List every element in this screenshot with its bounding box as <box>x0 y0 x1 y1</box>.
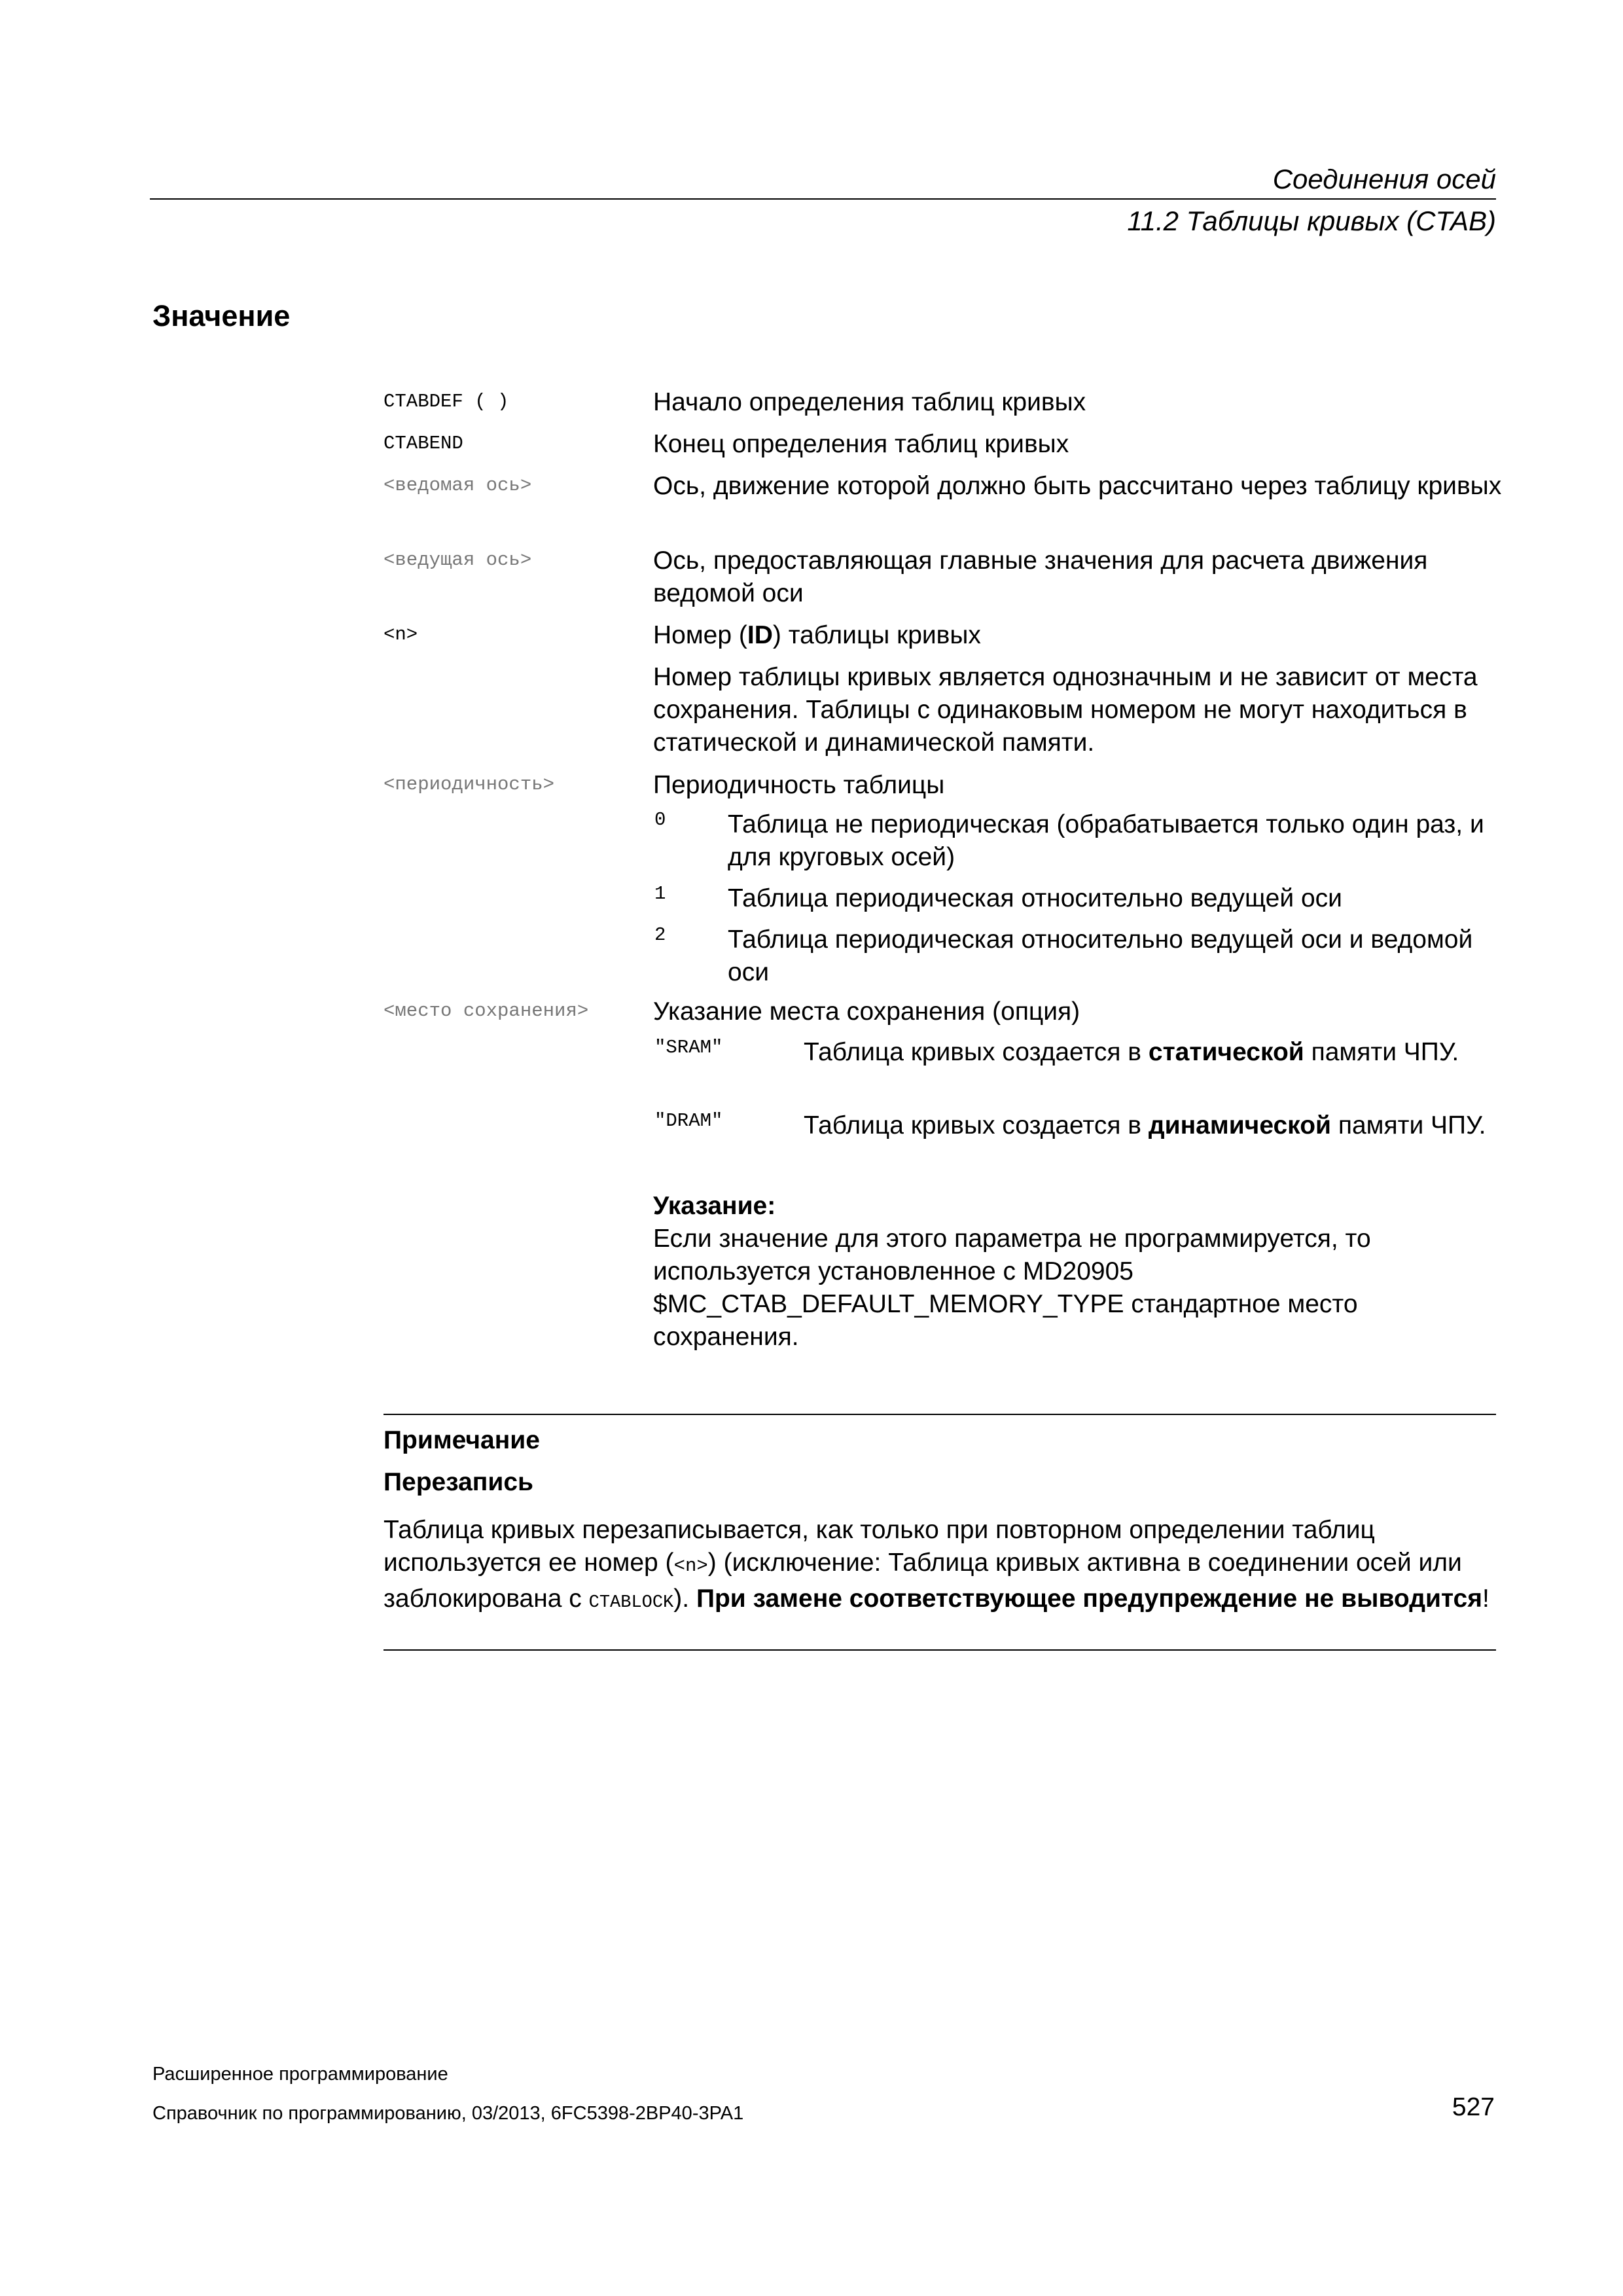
param-term: CTABEND <box>383 433 463 454</box>
param-description: Начало определения таблиц кривых <box>653 388 1086 416</box>
option-key: 1 <box>654 883 666 905</box>
param-description: Указание места сохранения (опция) <box>653 997 1080 1026</box>
option-text-part: Таблица кривых создается в <box>804 1111 1149 1139</box>
param-description-text: ) таблицы кривых <box>772 621 981 649</box>
param-description-text: Номер ( <box>653 621 747 649</box>
note-body-text: ). <box>673 1585 696 1613</box>
note-body-text: Таблица кривых перезаписывается, как только при повторном определении таблиц используется ее номер ( <box>383 1516 1375 1577</box>
note-warning-emphasis: При замене соответствующее предупреждение не выводится <box>696 1585 1482 1613</box>
option-text: Таблица периодическая относительно ведущей оси <box>728 884 1342 912</box>
option-text-part: Таблица кривых создается в <box>804 1038 1149 1066</box>
header-rule <box>150 198 1496 200</box>
option-text-part: памяти ЧПУ. <box>1331 1111 1486 1139</box>
param-description: Периодичность таблицы <box>653 771 945 799</box>
param-term: <место сохранения> <box>383 1000 589 1022</box>
option-key: 2 <box>654 924 666 946</box>
note-top-rule <box>383 1414 1496 1415</box>
running-header-section: Соединения осей <box>1272 164 1496 194</box>
note-code-n: <n> <box>673 1555 708 1577</box>
param-description <box>653 619 1504 652</box>
option-text: Таблица не периодическая (обрабатывается только один раз, и для круговых осей) <box>728 810 1484 871</box>
option-text-part: памяти ЧПУ. <box>1304 1038 1459 1066</box>
note-label: Примечание <box>383 1426 540 1454</box>
param-description: Ось, движение которой должно быть рассчитано через таблицу кривых <box>653 472 1502 500</box>
note-title: Перезапись <box>383 1468 533 1496</box>
param-term: CTABDEF ( ) <box>383 391 509 412</box>
page-number: 527 <box>1452 2093 1495 2121</box>
hint-title: Указание: <box>653 1192 776 1220</box>
option-text <box>804 1036 1491 1069</box>
param-term: <периодичность> <box>383 774 555 795</box>
param-extra-description: Номер таблицы кривых является однозначным и не зависит от места сохранения. Таблицы с одинаковым номером не могут находиться в статической и динамической памяти. <box>653 663 1478 757</box>
param-term: <ведомая ось> <box>383 475 532 496</box>
footer-title: Расширенное программирование <box>152 2064 448 2085</box>
footer-reference: Справочник по программированию, 03/2013, 6FC5398-2BP40-3PA1 <box>152 2103 744 2124</box>
option-emphasis: динамической <box>1148 1111 1331 1139</box>
option-emphasis: статической <box>1148 1038 1304 1066</box>
running-header-subsection: 11.2 Таблицы кривых (CTAB) <box>1127 206 1496 236</box>
hint-text: Если значение для этого параметра не программируется, то используется установленное с MD20905 $MC_CTAB_DEFAULT_MEMORY_TYPE стандартное место сохранения. <box>653 1225 1371 1351</box>
note-code-ctablock: CTABLOCK <box>588 1593 674 1613</box>
option-key: "DRAM" <box>654 1110 723 1132</box>
note-bottom-rule <box>383 1649 1496 1651</box>
id-emphasis: ID <box>747 621 773 649</box>
note-body-text: ! <box>1482 1585 1489 1613</box>
option-text <box>804 1109 1491 1142</box>
section-heading: Значение <box>152 299 291 332</box>
param-term: <n> <box>383 624 418 645</box>
option-key: 0 <box>654 809 666 831</box>
param-description: Ось, предоставляющая главные значения для расчета движения ведомой оси <box>653 547 1428 607</box>
note-body <box>383 1514 1496 1619</box>
option-key: "SRAM" <box>654 1037 723 1058</box>
note-body-text: ) (исключение: Таблица кривых активна в соединении осей или заблокирована с <box>383 1549 1462 1613</box>
param-term: <ведущая ось> <box>383 549 532 571</box>
option-text: Таблица периодическая относительно ведущей оси и ведомой оси <box>728 925 1473 986</box>
param-description: Конец определения таблиц кривых <box>653 430 1069 458</box>
